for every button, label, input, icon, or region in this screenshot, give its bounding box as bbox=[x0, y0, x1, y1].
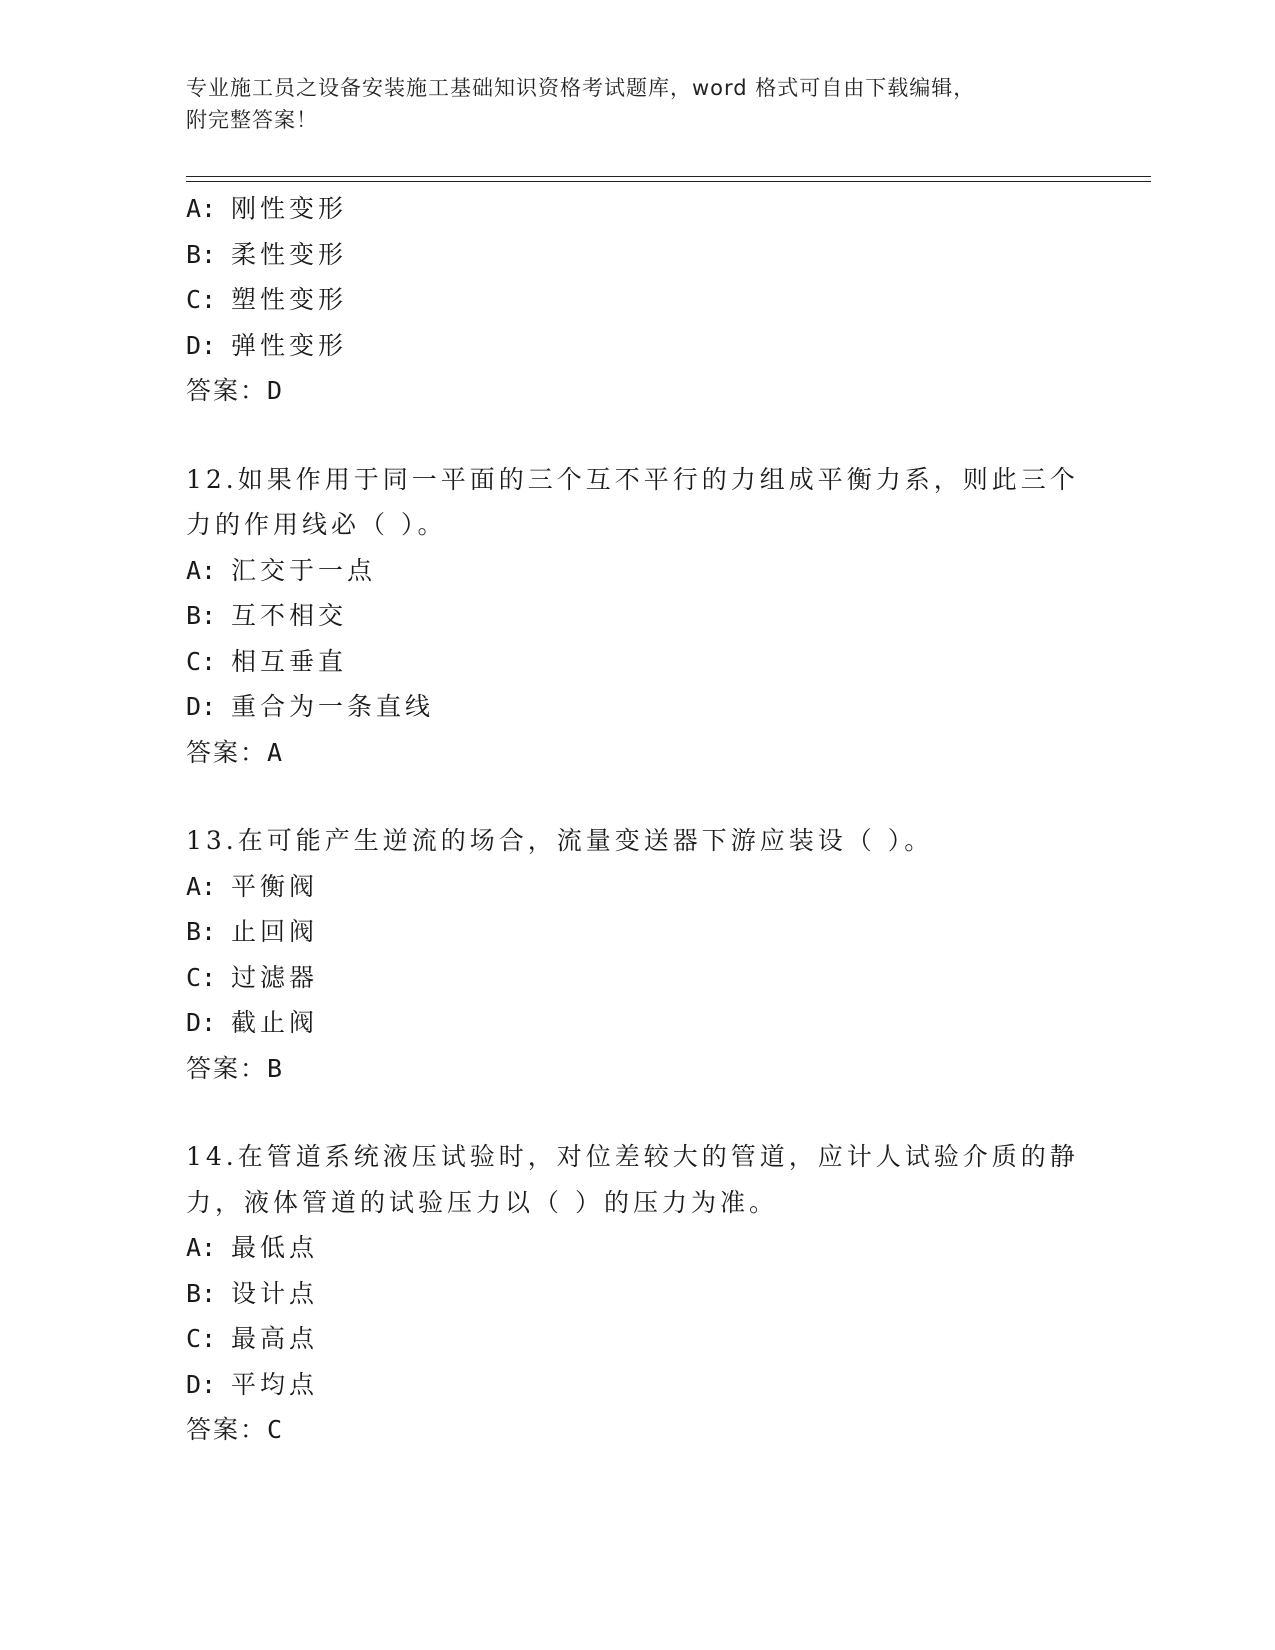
option-letter: C: bbox=[186, 646, 217, 676]
question-11 bbox=[186, 186, 1086, 414]
answer-line bbox=[186, 368, 1086, 414]
answer-line bbox=[186, 1046, 1086, 1092]
option-letter: D: bbox=[186, 1369, 217, 1399]
option-letter: B: bbox=[186, 917, 217, 946]
question-line-2: 力的作用线必（ ）。 bbox=[186, 510, 447, 539]
option-d bbox=[186, 1362, 1086, 1408]
document-header bbox=[186, 72, 1066, 136]
option-b bbox=[186, 1271, 1086, 1317]
option-letter: C: bbox=[186, 962, 217, 992]
option-d bbox=[186, 323, 1086, 369]
option-letter: D: bbox=[186, 692, 217, 721]
option-letter: A: bbox=[186, 194, 217, 223]
question-line-1: 12.如果作用于同一平面的三个互不平行的力组成平衡力系，则此三个 bbox=[186, 464, 1079, 494]
option-a bbox=[186, 1225, 1086, 1271]
option-b bbox=[186, 232, 1086, 278]
option-letter: C: bbox=[186, 1324, 217, 1353]
option-letter: A: bbox=[186, 1233, 217, 1262]
option-letter: A: bbox=[186, 555, 217, 585]
option-text: 过滤器 bbox=[231, 962, 319, 992]
option-text: 最高点 bbox=[231, 1324, 319, 1353]
option-text: 止回阀 bbox=[231, 917, 319, 946]
spacer bbox=[186, 775, 1086, 818]
option-letter: A: bbox=[186, 871, 217, 901]
answer-value: C bbox=[267, 1415, 285, 1444]
option-text: 重合为一条直线 bbox=[231, 692, 435, 721]
question-12 bbox=[186, 457, 1086, 776]
option-c bbox=[186, 955, 1086, 1001]
option-text: 相互垂直 bbox=[231, 646, 348, 676]
answer-value: B bbox=[267, 1053, 285, 1083]
spacer bbox=[186, 1091, 1086, 1134]
question-list bbox=[186, 186, 1086, 1453]
header-divider-bottom bbox=[186, 181, 1151, 182]
option-letter: B: bbox=[186, 601, 217, 630]
header-divider-top bbox=[186, 176, 1151, 177]
answer-line bbox=[186, 1407, 1086, 1453]
option-text: 刚性变形 bbox=[231, 194, 348, 223]
question-13 bbox=[186, 818, 1086, 1091]
option-d bbox=[186, 1000, 1086, 1046]
option-a bbox=[186, 864, 1086, 910]
option-letter: B: bbox=[186, 1278, 217, 1308]
option-b bbox=[186, 593, 1086, 639]
answer-line bbox=[186, 730, 1086, 776]
option-a bbox=[186, 548, 1086, 594]
question-text bbox=[186, 818, 1086, 864]
spacer bbox=[186, 414, 1086, 457]
answer-label: 答案： bbox=[186, 1415, 268, 1444]
header-line-1: 专业施工员之设备安装施工基础知识资格考试题库，word 格式可自由下载编辑， bbox=[186, 76, 976, 100]
option-text: 平衡阀 bbox=[231, 871, 319, 901]
option-c bbox=[186, 277, 1086, 323]
option-text: 弹性变形 bbox=[231, 330, 348, 360]
option-text: 最低点 bbox=[231, 1233, 319, 1262]
option-text: 互不相交 bbox=[231, 601, 348, 630]
option-text: 柔性变形 bbox=[231, 239, 348, 269]
question-14 bbox=[186, 1134, 1086, 1453]
option-a bbox=[186, 186, 1086, 232]
question-text bbox=[186, 457, 1086, 548]
answer-label: 答案： bbox=[186, 376, 268, 405]
answer-value: D bbox=[267, 376, 285, 405]
option-text: 汇交于一点 bbox=[231, 555, 377, 585]
question-line-1: 13.在可能产生逆流的场合，流量变送器下游应装设（ ）。 bbox=[186, 826, 934, 855]
option-text: 截止阀 bbox=[231, 1008, 319, 1037]
option-text: 塑性变形 bbox=[231, 285, 348, 314]
option-letter: B: bbox=[186, 239, 217, 269]
option-b bbox=[186, 909, 1086, 955]
option-letter: D: bbox=[186, 1008, 217, 1037]
option-text: 设计点 bbox=[231, 1278, 319, 1308]
option-letter: C: bbox=[186, 285, 217, 314]
option-c bbox=[186, 1316, 1086, 1362]
answer-label: 答案： bbox=[186, 1053, 268, 1083]
option-text: 平均点 bbox=[231, 1369, 319, 1399]
question-text bbox=[186, 1134, 1086, 1225]
question-line-1: 14.在管道系统液压试验时，对位差较大的管道，应计人试验介质的静 bbox=[186, 1142, 1079, 1171]
answer-value: A bbox=[267, 737, 285, 767]
option-d bbox=[186, 684, 1086, 730]
option-c bbox=[186, 639, 1086, 685]
option-letter: D: bbox=[186, 330, 217, 360]
question-line-2: 力，液体管道的试验压力以（ ）的压力为准。 bbox=[186, 1187, 778, 1217]
header-line-2: 附完整答案！ bbox=[186, 108, 318, 132]
answer-label: 答案： bbox=[186, 737, 268, 767]
